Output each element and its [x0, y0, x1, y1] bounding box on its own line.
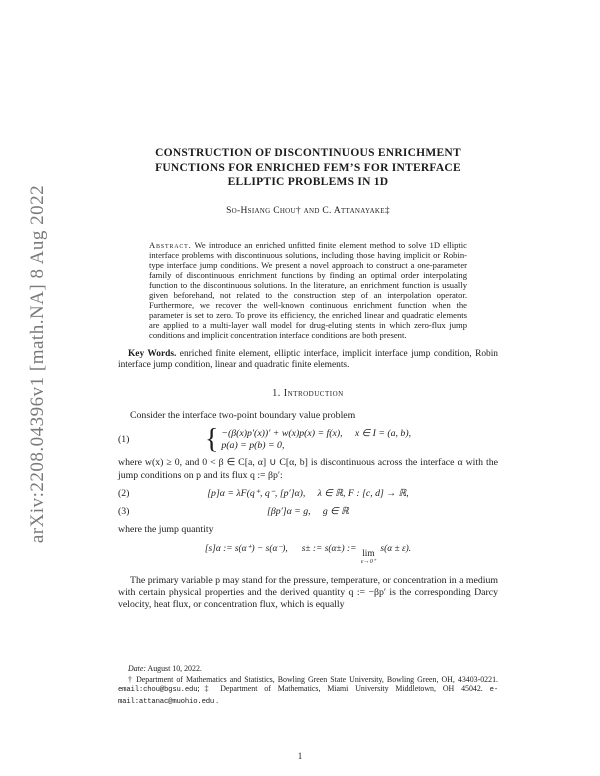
paper-authors: So-Hsiang Chou† and C. Attanayake‡ [226, 205, 390, 216]
keywords-text: enriched finite element, elliptic interface, implicit interface jump condition, Robin interface jump condition, linear and quadratic finite elements. [118, 348, 498, 371]
jump-eq-part3: s(α ± ε). [380, 544, 412, 555]
email-address-1: email:chou@bgsu.edu [118, 686, 198, 695]
paper-title [118, 146, 498, 190]
abstract-block [118, 240, 498, 340]
arxiv-watermark: arXiv:2208.04396v1 [math.NA] 8 Aug 2022 [27, 184, 48, 544]
paper-title-line2: FUNCTIONS FOR ENRICHED FEM’S FOR INTERFACE [155, 161, 461, 174]
equation-1-number: (1) [118, 433, 130, 445]
equation-1-line2: p(a) = p(b) = 0, [221, 440, 285, 452]
paper-title-line1: CONSTRUCTION OF DISCONTINUOUS ENRICHMENT [155, 147, 461, 159]
equation-3 [118, 506, 498, 518]
limit-operator [361, 550, 376, 566]
equation-1-line1: −(β(x)p′(x))′ + w(x)p(x) = f(x), x ∈ I = (a, b), [221, 427, 412, 439]
email-address-2: e-mail:attanac@muohio.edu [118, 686, 498, 707]
equation-3-body: [βp′]α = g, g ∈ ℝ [267, 505, 349, 517]
footnotes-block [118, 664, 498, 708]
keywords-label: Key Words. [128, 348, 177, 359]
footnote-affiliations [118, 675, 498, 708]
intro-paragraph-1: Consider the interface two-point boundary value problem [130, 409, 356, 421]
equation-1 [118, 424, 498, 456]
abstract-label: Abstract. [149, 239, 192, 250]
equation-3-number: (3) [118, 505, 130, 517]
jump-eq-part2: s± := s(α±) := [301, 544, 357, 555]
page-number: 1 [297, 751, 303, 761]
affiliation-1: † Department of Mathematics and Statistics, Bowling Green State University, Bowling Green, OH, 43403-0221. [128, 674, 498, 684]
jump-eq-part1: [s]α := s(α⁺) − s(α⁻), [204, 544, 288, 555]
intro-paragraph-2: where w(x) ≥ 0, and 0 < β ∈ C[a, α] ∪ C[α, b] is discontinuous across the interface α with the jump conditions on p and its flux q := βp′: [118, 457, 498, 481]
paper-title-line3: ELLIPTIC PROBLEMS IN 1D [227, 176, 389, 188]
limit-subscript: ε→0⁺ [360, 558, 377, 566]
keywords-block [118, 349, 498, 372]
equation-2 [118, 488, 498, 500]
left-brace-glyph: { [204, 424, 219, 456]
section-heading-introduction: 1. Introduction [272, 387, 344, 399]
abstract-text: We introduce an enriched unfitted finite element method to solve 1D elliptic interface problems with discontinuous solutions, including those having implicit or Robin-type interface jump conditions. We present a novel approach to construct a one-parameter family of discontinuous enrichment functions by finding an optimal order interpolating function to the discontinuous solutions. In the literature, an enrichment function is usually given beforehand, not related to the construction step of an interpolation operator. Furthermore, we recover the well-known continuous enrichment function when the parameter is set to zero. To prove its efficiency, the enriched linear and quadratic elements are applied to a multi-layer wall model for drug-eluting stents in which zero-flux jump conditions and implicit concentration interface conditions are both present. [149, 239, 467, 340]
limit-label: lim [362, 549, 375, 560]
affiliation-2: ;‡ Department of Mathematics, Miami University Middletown, OH 45042. [197, 684, 490, 694]
equation-2-number: (2) [118, 487, 130, 499]
paper-content [118, 146, 498, 611]
affiliation-period: . [214, 696, 219, 706]
footnote-date [118, 664, 498, 674]
equation-2-body: [p]α = λF(q⁺, q⁻, [p′]α), λ ∈ ℝ, F : [c, d] → ℝ, [207, 487, 409, 499]
intro-paragraph-3: where the jump quantity [118, 524, 214, 536]
intro-paragraph-4: The primary variable p may stand for the pressure, temperature, or concentration in a medium with certain physical properties and the derived quantity q := −βp′ is the corresponding Darcy velocity, heat flux, or concentration flux, which is equally [118, 574, 498, 611]
date-label: Date: [128, 664, 146, 673]
equation-1-lines [221, 428, 411, 452]
date-value: August 10, 2022. [145, 664, 202, 673]
equation-1-body [204, 424, 412, 456]
jump-quantity-equation [118, 543, 498, 566]
